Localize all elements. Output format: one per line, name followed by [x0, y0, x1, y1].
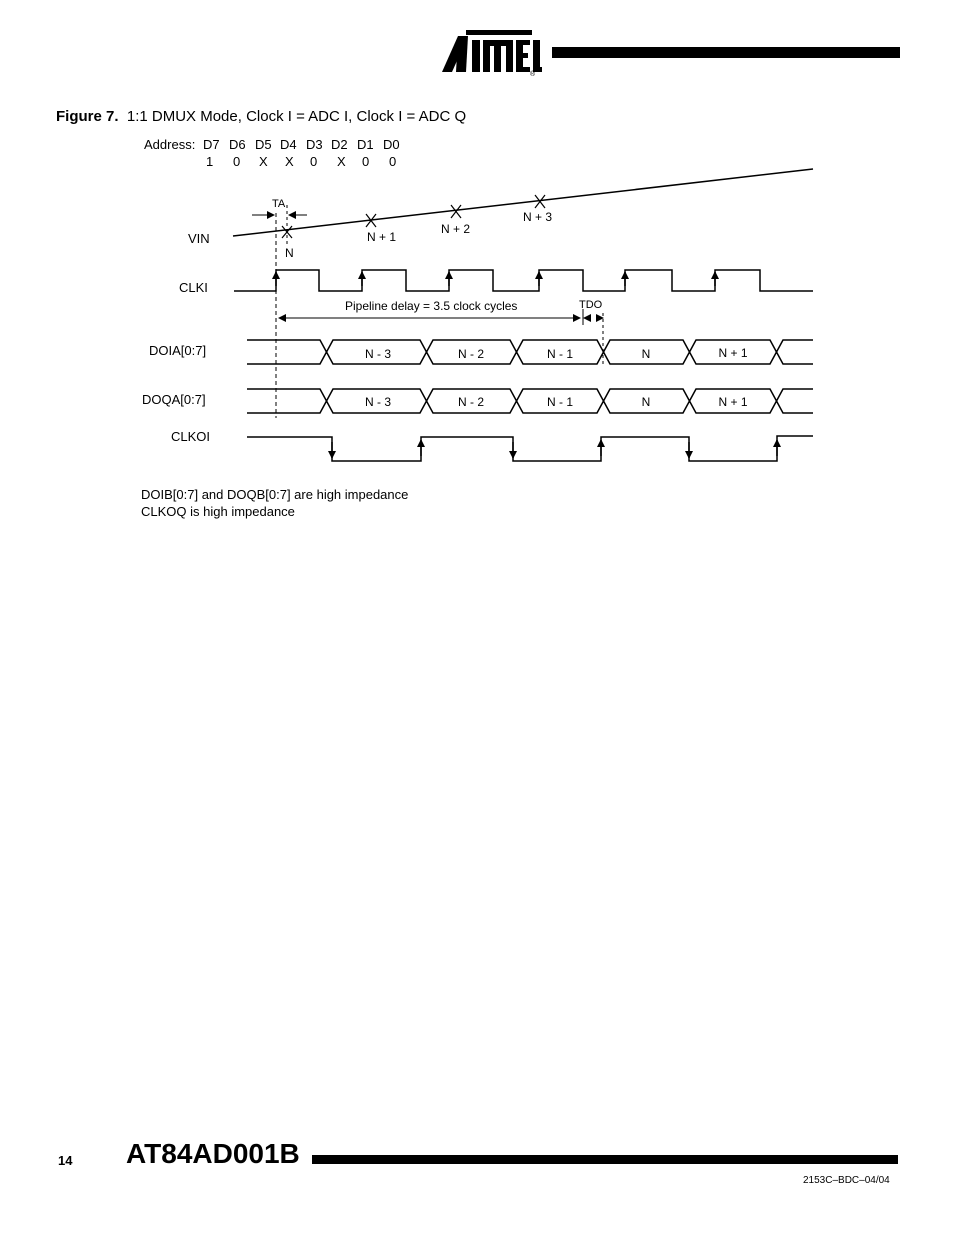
- address-bit: D1: [357, 137, 374, 152]
- clki-waveform: [234, 270, 813, 291]
- timing-diagram: [0, 0, 954, 540]
- doqa-cell: N - 3: [364, 395, 392, 409]
- sample-label: N: [285, 246, 294, 260]
- document-title: AT84AD001B: [126, 1138, 300, 1169]
- doia-cell: N + 1: [718, 346, 748, 360]
- doqa-cell: N + 1: [718, 395, 748, 409]
- address-value: 0: [389, 154, 397, 169]
- pipeline-delay-label: Pipeline delay = 3.5 clock cycles: [345, 299, 518, 313]
- sample-label: N + 1: [367, 230, 397, 244]
- page-number: 14: [58, 1153, 73, 1168]
- doia-cell: N - 3: [364, 347, 392, 361]
- signal-label-doqa: DOQA[0:7]: [142, 392, 206, 407]
- clkoi-edge-arrows: [332, 440, 777, 458]
- address-bit: D3: [306, 137, 323, 152]
- doqa-cell: N: [641, 395, 651, 409]
- signal-label-vin: VIN: [188, 231, 210, 246]
- address-bit: D4: [280, 137, 297, 152]
- vin-waveform: [233, 169, 813, 236]
- address-bit: D6: [229, 137, 246, 152]
- address-bit: D7: [203, 137, 220, 152]
- sample-label: N + 3: [523, 210, 553, 224]
- doia-cell: N - 1: [546, 347, 574, 361]
- address-value: X: [259, 154, 268, 169]
- note-line: CLKOQ is high impedance: [141, 504, 295, 519]
- address-bit: D2: [331, 137, 348, 152]
- document-code: 2153C–BDC–04/04: [803, 1175, 890, 1186]
- doia-cell: N - 2: [457, 347, 485, 361]
- address-value: X: [337, 154, 346, 169]
- doqa-cell: N - 2: [457, 395, 485, 409]
- address-value: 0: [362, 154, 370, 169]
- clki-edge-arrows: [276, 272, 715, 286]
- ta-label: TA: [272, 198, 286, 210]
- note-line: DOIB[0:7] and DOQB[0:7] are high impedance: [141, 487, 409, 502]
- signal-label-doia: DOIA[0:7]: [149, 343, 207, 358]
- address-value: 1: [206, 154, 214, 169]
- doqa-cell: N - 1: [546, 395, 574, 409]
- tdo-label: TDO: [579, 299, 603, 311]
- address-value: 0: [310, 154, 318, 169]
- sample-markers: [282, 195, 545, 238]
- figure-label: Figure 7.: [56, 108, 119, 125]
- signal-label-clkoi: CLKOI: [171, 429, 211, 444]
- address-bit: D5: [255, 137, 272, 152]
- sample-label: N + 2: [441, 222, 471, 236]
- address-value: 0: [233, 154, 241, 169]
- doia-cell: N: [641, 347, 651, 361]
- footer-rule: [312, 1155, 898, 1164]
- address-value: X: [285, 154, 294, 169]
- registered-mark: ®: [530, 71, 536, 78]
- address-bit: D0: [383, 137, 400, 152]
- signal-label-clki: CLKI: [179, 280, 208, 295]
- address-label: Address:: [144, 137, 196, 152]
- figure-title: 1:1 DMUX Mode, Clock I = ADC I, Clock I = ADC Q: [126, 108, 467, 125]
